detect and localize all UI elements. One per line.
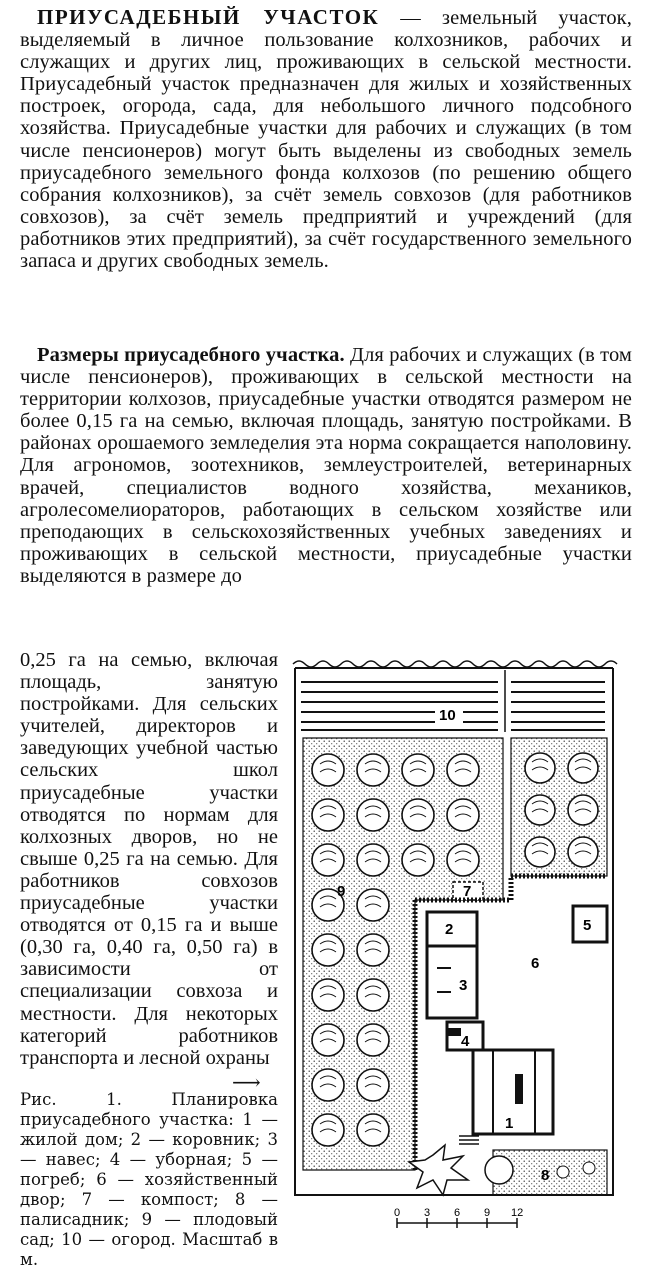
intro-text: земельный участок, выделяемый в личное пользование колхозников, рабочих и служащих и других лиц, проживающих в сельской местности. Приусадебный участок предназначен для жилых и хозяйственных построек, огорода, сада, для небольшого личного подсобного хозяйства. Приусадебные участки для рабочих и служащих (в том числе пенсионеров) могут быть выделены из свободных земель приусадебного земельного фонда колхозов (по решению общего собрания колхозников), за счёт земель совхозов (для работников совхозов), за счёт земель предприятий и учреждений (для работников этих предприятий), за счёт государственного земельного запаса и других свободных земель. (20, 7, 632, 273)
scale-tick-3: 3 (424, 1207, 431, 1219)
label-3: 3 (459, 977, 468, 994)
figure-caption: Рис. 1. Планировка приусадебного участка: 1 — жилой дом; 2 — коровник; 3 — навес; 4 — уборная; 5 — погреб; 6 — хозяйственный двор; 7 — компост; 8 — палисадник; 9 — плодовый сад; 10 — огород. Масштаб в м. (20, 1090, 278, 1269)
intro-paragraph (20, 6, 632, 272)
label-1: 1 (505, 1115, 514, 1132)
label-7: 7 (463, 883, 472, 900)
column-text: 0,25 га на семью, включая площадь, занятую постройками. Для сельских учителей, директоров и заведующих учебной частью сельских школ приусадебные участки отводятся по нормам для колхозных дворов, но не свыше 0,25 га на семью. Для работников совхозов приусадебные участки отводятся от 0,15 га и выше (0,30 га, 0,40 га, 0,50 га) в зависимости от специализации совхоза и местности. Для некоторых категорий работников транспорта и лесной охраны (20, 649, 278, 1069)
scale-tick-12: 12 (511, 1207, 524, 1219)
gate-icon (409, 1145, 468, 1195)
scale-tick-6: 6 (454, 1207, 461, 1219)
label-8: 8 (541, 1167, 550, 1184)
scale-tick-0: 0 (394, 1207, 401, 1219)
label-6: 6 (531, 955, 540, 972)
label-10: 10 (439, 707, 456, 724)
label-2: 2 (445, 921, 454, 938)
scale-tick-9: 9 (484, 1207, 491, 1219)
label-9: 9 (337, 883, 346, 900)
continue-arrow: ⟶ (232, 1072, 261, 1094)
title-dash: — (379, 7, 442, 29)
label-5: 5 (583, 917, 592, 934)
section-heading: Размеры приусадебного участка. (37, 344, 345, 366)
label-4: 4 (461, 1033, 470, 1050)
article-title: ПРИУСАДЕБНЫЙ УЧАСТОК (37, 5, 380, 29)
steps (459, 1136, 479, 1144)
section-text: Для рабочих и служащих (в том числе пенсионеров), проживающих в сельской местности на территории колхозов, приусадебные участки отводятся размером не более 0,15 га на семью, включая площадь, занятую постройками. В районах орошаемого земледелия эта норма сокращается наполовину. Для агрономов, зоотехников, землеустроителей, ветеринарных врачей, специалистов водного хозяйства, механиков, агролесомелиораторов, работающих в сельском хозяйстве или преподающих в сельскохозяйственных учебных заведениях и проживающих в сельской местности, приусадебные участки выделяются в размере до (20, 344, 632, 587)
site-plan-figure (283, 650, 628, 1232)
sizes-paragraph (20, 344, 632, 587)
scale-bar (397, 1218, 517, 1228)
wavy-boundary (293, 661, 617, 667)
